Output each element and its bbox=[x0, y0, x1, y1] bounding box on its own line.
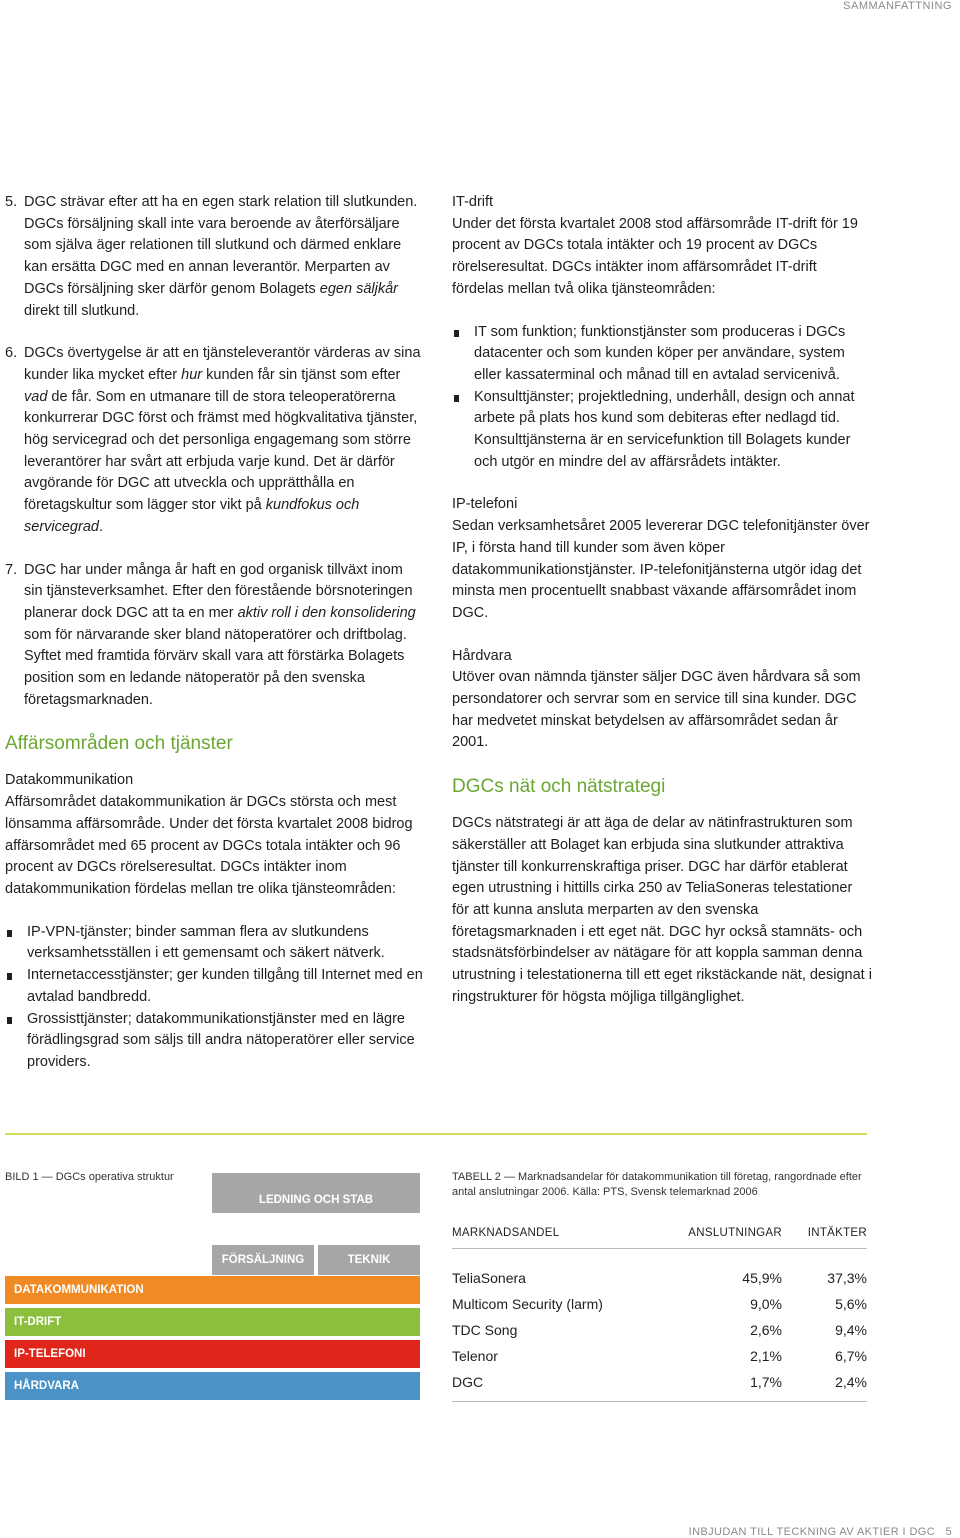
square-bullet-icon bbox=[454, 395, 459, 402]
bullet-item: Internetaccesstjänster; ger kunden tillgång till Internet med en avtalad bandbredd. bbox=[5, 965, 425, 1008]
square-bullet-icon bbox=[7, 1017, 12, 1024]
org-row-hardvara: HÅRDVARA bbox=[5, 1372, 420, 1400]
org-column-forsaljning: FÖRSÄLJNING bbox=[212, 1245, 314, 1275]
section-heading-nat: DGCs nät och nätstrategi bbox=[452, 776, 666, 798]
list-item-7: 7. DGC har under många år haft en god organisk tillväxt inom sin tjänsteverksamhet. Efter den förestående börsnoteringen planerar dock DGC att ta en mer aktiv roll i den konsolidering som för närvarande sker bland nätoperatörer och driftbolag. Syftet med framtida förvärv skall vara att förstärka Bolagets position som en ledande nätoperatör på den svenska företagsmarknaden. bbox=[5, 561, 416, 708]
left-column bbox=[5, 192, 425, 1095]
market-share-table bbox=[452, 1218, 867, 1402]
running-footer: INBJUDAN TILL TECKNING AV AKTIER I DGC 5 bbox=[688, 1526, 952, 1538]
right-column bbox=[452, 192, 872, 1030]
bullet-item: Konsulttjänster; projektledning, underhåll, design och annat arbete på plats hos kund som debiteras efter nedlagd tid. Konsulttjänsterna är en servicefunktion till Bolagets kunder och utgör en mindre del av affärsrådets intäkter. bbox=[452, 387, 872, 474]
bullet-item: IT som funktion; funktionstjänster som produceras i DGCs datacenter och som kunden köper per användare, system eller kassaterminal och månad till en avtalad servicenivå. bbox=[452, 322, 872, 387]
list-item-5: 5. DGC strävar efter att ha en egen stark relation till slutkunden. DGCs försäljning skall inte vara beroende av återförsäljare som själva äger relationen till slutkund och därmed enklare kan ersätta DGC med en annan leverantör. Merparten av DGCs försäljning sker därför genom Bolagets egen säljkår direkt till slutkund. bbox=[5, 194, 418, 319]
table-header-row: MARKNADSANDEL ANSLUTNINGAR INTÄKTER bbox=[452, 1218, 867, 1249]
bullet-item: Grossisttjänster; datakommunikationstjänster med en lägre förädlingsgrad som säljs till andra nätoperatörer eller service providers. bbox=[5, 1009, 425, 1074]
bullet-item: IP-VPN-tjänster; binder samman flera av slutkundens verksamhetsställen i ett gemensamt och säkert nätverk. bbox=[5, 922, 425, 965]
org-row-it-drift: IT-DRIFT bbox=[5, 1308, 420, 1336]
figure-caption: BILD 1 — DGCs operativa struktur bbox=[5, 1171, 174, 1183]
org-row-ip-telefoni: IP-TELEFONI bbox=[5, 1340, 420, 1368]
bullet-list-datakommunikation bbox=[5, 922, 425, 1074]
org-box-ledning: LEDNING OCH STAB bbox=[212, 1173, 420, 1213]
paragraph-ip-telefoni: Sedan verksamhetsåret 2005 levererar DGC telefonitjänster över IP, i första hand till kunder som även köper datakommunikationstjänster. IP-telefonitjänsterna utgör idag det minsta men procentuellt snabbast växande affärsområdet inom DGC. bbox=[452, 518, 870, 621]
org-column-teknik: TEKNIK bbox=[318, 1245, 420, 1275]
page-number: 5 bbox=[945, 1526, 952, 1538]
paragraph-it-drift: Under det första kvartalet 2008 stod affärsområde IT-drift för 19 procent av DGCs totala intäkter och 19 procent av DGCs rörelseresultat. DGCs intäkter inom affärsområdet IT-drift fördelas mellan två olika tjänsteområden: bbox=[452, 215, 858, 297]
table-row: TDC Song 2,6% 9,4% bbox=[452, 1322, 867, 1338]
paragraph-hardvara: Utöver ovan nämnda tjänster säljer DGC även hårdvara så som persondatorer och servrar som en service till sina kunder. DGC har medvetet minskat betydelsen av affärsområdet sedan år 2001. bbox=[452, 669, 861, 751]
table-caption: TABELL 2 — Marknadsandelar för datakommunikation till företag, rangordnade efter antal anslutningar 2006. Källa: PTS, Svensk telemarknad 2006 bbox=[452, 1171, 862, 1198]
subheading-datakommunikation: Datakommunikation bbox=[5, 772, 134, 789]
table-row: TeliaSonera 45,9% 37,3% bbox=[452, 1270, 867, 1286]
list-item-6: 6. DGCs övertygelse är att en tjänsteleverantör värderas av sina kunder lika mycket efter hur kunden får sin tjänst som efter vad de får. Som en utmanare till de stora teleoperatörerna konkurrerar DGC först och främst med högkvalitativa tjänster, hög servicegrad och det personliga engagemang som större leverantörer har svårt att erbjuda varje kund. Det är därför avgörande för DGC att utveckla och upprätthålla en företagskultur som lägger stor vikt på kundfokus och servicegrad. bbox=[5, 345, 421, 535]
subheading-ip-telefoni: IP-telefoni bbox=[452, 496, 518, 513]
paragraph-datakommunikation: Affärsområdet datakommunikation är DGCs största och mest lönsamma affärsområde. Under det första kvartalet 2008 bidrog affärsområdet med 65 procent av DGCs totala intäkter och 96 procent av DGCs rörelseresultat. DGCs intäkter inom datakommunikation fördelas mellan tre olika tjänsteområden: bbox=[5, 794, 413, 897]
paragraph-natstrategi: DGCs nätstrategi är att äga de delar av nätinfrastrukturen som säkerställer att Bolaget kan erbjuda sina slutkunder attraktiva tjänster till konkurrenskraftiga priser. DGC har därför etablerat egen utrustning i hittills cirka 250 av TeliaSoneras telestationer för att kunna ansluta merparten av den svenska företagsmarknaden i ett eget nät. DGC hyr också stamnäts- och stadsnätsförbindelser av nätägare för att koppla samman denna utrustning i telestationerna till ett eget rikstäckande nät, designat i ringstrukturer för högsta möjliga tillgänglighet. bbox=[452, 815, 872, 1005]
subheading-hardvara: Hårdvara bbox=[452, 647, 512, 664]
divider-rule bbox=[5, 1133, 867, 1135]
square-bullet-icon bbox=[7, 973, 12, 980]
square-bullet-icon bbox=[7, 930, 12, 937]
table-body bbox=[452, 1249, 867, 1402]
running-header: SAMMANFATTNING bbox=[843, 0, 952, 12]
subheading-it-drift: IT-drift bbox=[452, 194, 494, 210]
table-row: Multicom Security (larm) 9,0% 5,6% bbox=[452, 1296, 867, 1312]
org-row-datakommunikation: DATAKOMMUNIKATION bbox=[5, 1276, 420, 1304]
bullet-list-it-drift bbox=[452, 322, 872, 474]
square-bullet-icon bbox=[454, 330, 459, 337]
table-row: DGC 1,7% 2,4% bbox=[452, 1374, 867, 1390]
table-row: Telenor 2,1% 6,7% bbox=[452, 1348, 867, 1364]
section-heading-affarsomraden: Affärsområden och tjänster bbox=[5, 733, 233, 755]
